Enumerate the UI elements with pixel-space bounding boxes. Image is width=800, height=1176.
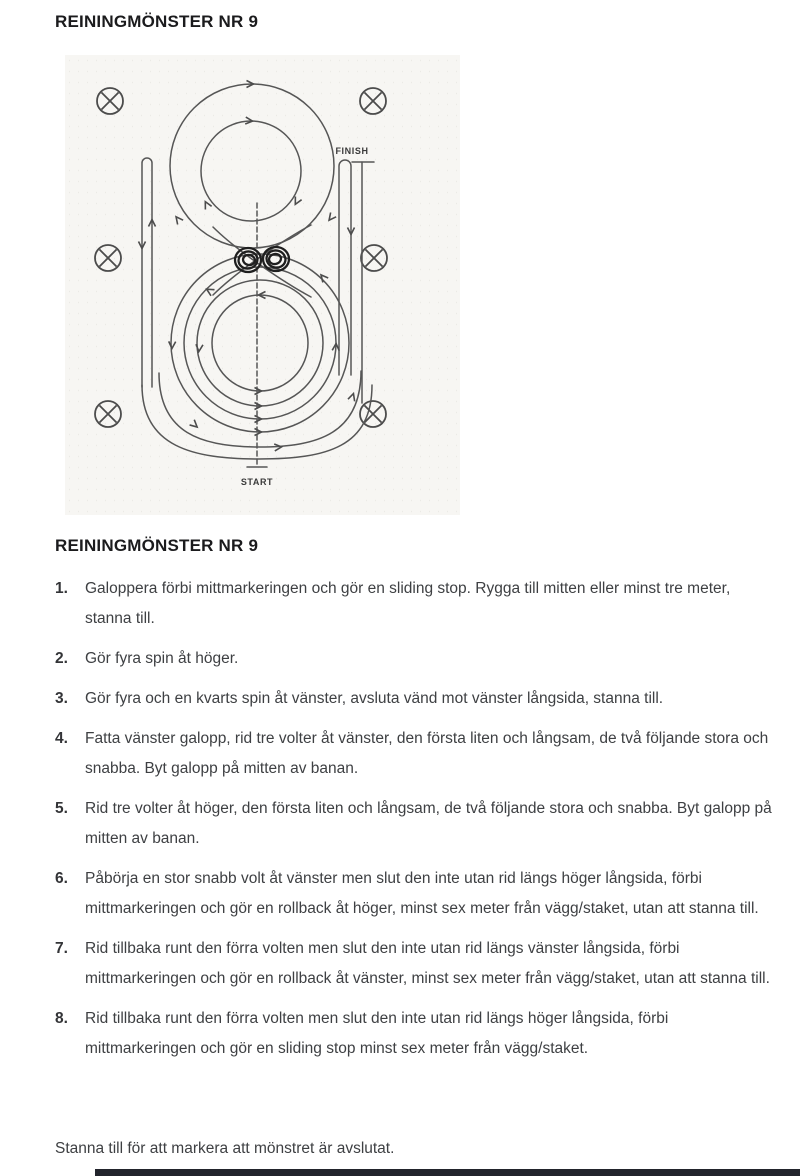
- instruction-number: 8.: [55, 1010, 68, 1027]
- instruction-item: [55, 684, 780, 714]
- instruction-item: [55, 934, 780, 994]
- instruction-item: [55, 1004, 780, 1064]
- spin-right-icon: [263, 247, 289, 271]
- bottom-circle-2: [197, 280, 323, 406]
- closing-note: Stanna till för att markera att mönstret är avslutat.: [55, 1140, 395, 1157]
- arrowhead-icon: [190, 420, 200, 430]
- instruction-number: 1.: [55, 580, 68, 597]
- instruction-number: 3.: [55, 690, 68, 707]
- arena-marker-icon: [95, 401, 121, 427]
- instruction-number: 4.: [55, 730, 68, 747]
- instruction-text: Galoppera förbi mittmarkeringen och gör en sliding stop. Rygga till mitten eller minst tre meter, stanna till.: [85, 580, 731, 627]
- instruction-number: 2.: [55, 650, 68, 667]
- instruction-number: 6.: [55, 870, 68, 887]
- instruction-item: [55, 724, 780, 784]
- arena-marker-icon: [97, 88, 123, 114]
- arrowhead-icon: [168, 341, 175, 348]
- arena-marker-icon: [361, 245, 387, 271]
- bottom-page-edge-bar: [95, 1169, 800, 1176]
- spin-marker-icons: [235, 247, 289, 272]
- page-title: REININGMÖNSTER NR 9: [55, 12, 259, 31]
- top-inner-circle: [201, 121, 301, 221]
- instruction-item: [55, 864, 780, 924]
- instruction-text: Gör fyra och en kvarts spin åt vänster, avsluta vänd mot vänster långsida, stanna till.: [85, 690, 664, 707]
- reining-pattern-drawing: [65, 55, 460, 515]
- instruction-number: 5.: [55, 800, 68, 817]
- arrowhead-icon: [326, 213, 336, 223]
- instruction-item: [55, 644, 780, 674]
- instruction-text: Fatta vänster galopp, rid tre volter åt vänster, den första liten och långsam, de två följande stora och snabba. Byt galopp på mitten av banan.: [85, 730, 769, 777]
- finish-label: FINISH: [335, 146, 369, 156]
- instruction-text: Rid tillbaka runt den förra volten men slut den inte utan rid längs höger långsida, förbi mittmarkeringen och gör en sliding stop minst sex meter från vägg/staket.: [85, 1010, 669, 1057]
- arrowhead-icon: [173, 215, 183, 225]
- spin-left-icon: [235, 248, 261, 272]
- outer-loop-inner: [159, 371, 361, 447]
- arrowhead-icon: [202, 200, 211, 209]
- instruction-item: [55, 794, 780, 854]
- instruction-text: Rid tre volter åt höger, den första liten och långsam, de två följande stora och snabba. Byt galopp på mitten av banan.: [85, 800, 772, 847]
- top-outer-circle: [170, 84, 334, 248]
- section-heading: REININGMÖNSTER NR 9: [55, 536, 259, 555]
- arrowhead-icon: [348, 392, 357, 401]
- instruction-list: [55, 574, 780, 1074]
- instruction-item: [55, 574, 780, 634]
- pattern-track: [142, 84, 374, 467]
- instruction-text: Påbörja en stor snabb volt åt vänster men slut den inte utan rid längs höger långsida, förbi mittmarkeringen och gör en rollback åt höger, minst sex meter från vägg/staket, utan att stanna till.: [85, 870, 759, 917]
- arena-marker-icon: [360, 88, 386, 114]
- start-label: START: [240, 477, 274, 487]
- pattern-diagram: [65, 55, 460, 515]
- bottom-circle-1: [212, 295, 308, 391]
- instruction-number: 7.: [55, 940, 68, 957]
- instruction-text: Gör fyra spin åt höger.: [85, 650, 239, 667]
- instruction-text: Rid tillbaka runt den förra volten men slut den inte utan rid längs vänster långsida, förbi mittmarkeringen och gör en rollback åt vänster, minst sex meter från vägg/staket, utan att stanna till.: [85, 940, 770, 987]
- left-rundown: [142, 158, 152, 387]
- arena-marker-icon: [95, 245, 121, 271]
